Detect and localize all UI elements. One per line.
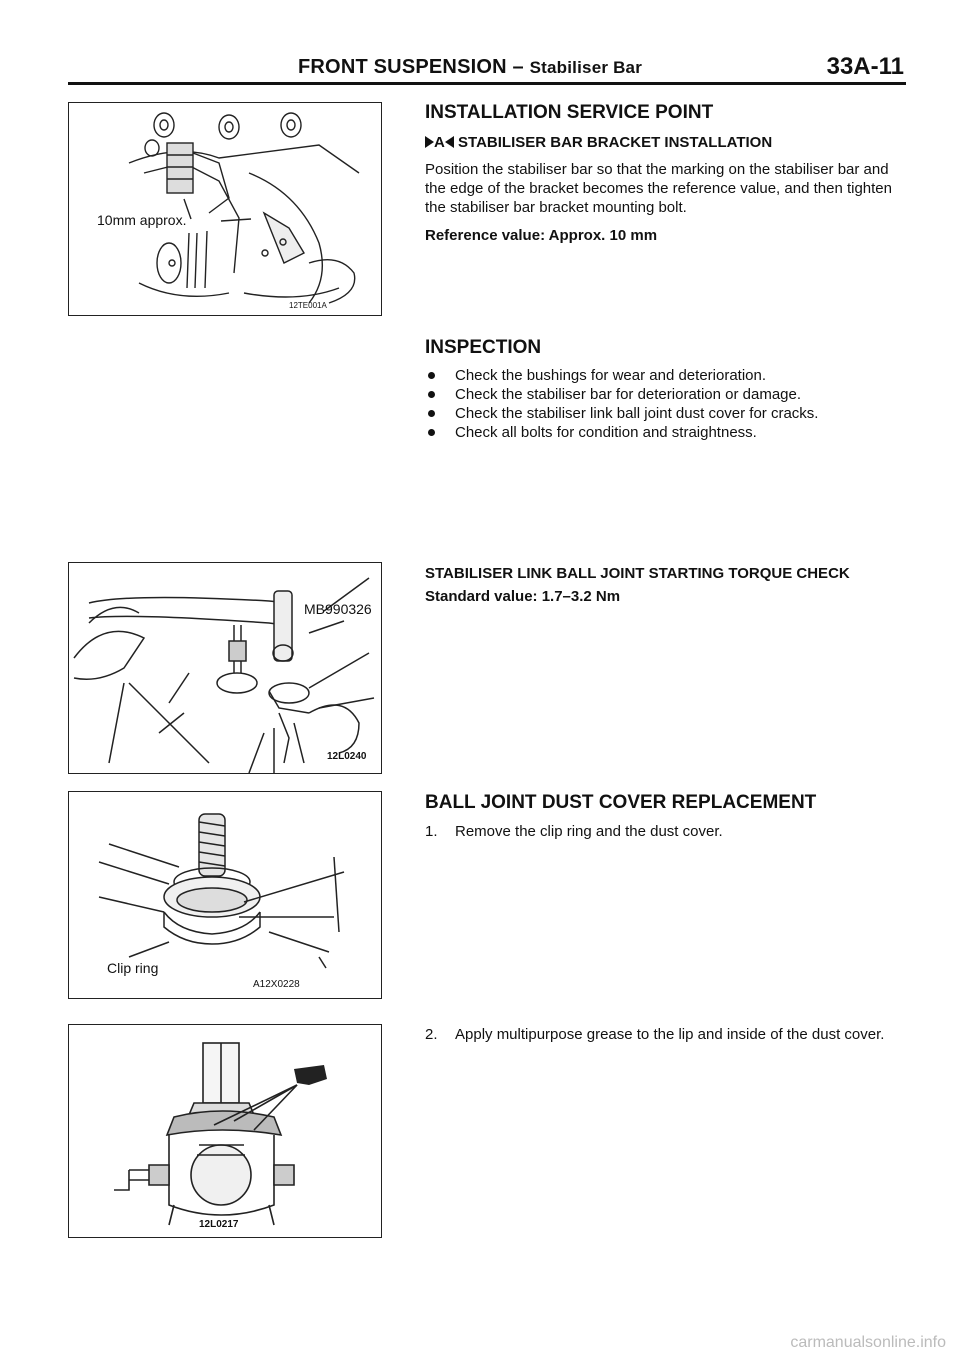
- figure-code: A12X0228: [253, 979, 300, 990]
- inspection-list: [425, 366, 910, 442]
- service-marker: A: [434, 134, 445, 151]
- figure-code: 12L0240: [327, 751, 367, 762]
- torque-standard-value: Standard value: 1.7–3.2 Nm: [425, 588, 621, 605]
- inspection-heading: INSPECTION: [425, 337, 542, 358]
- arrow-right-icon: [425, 136, 434, 148]
- list-item: Check the stabiliser link ball joint dust cover for cracks.: [425, 404, 910, 423]
- torque-tool-illustration: [69, 563, 381, 773]
- bracket-installation-heading: [425, 134, 910, 151]
- step-2: [425, 1025, 910, 1044]
- grease-step-section: [425, 1025, 910, 1044]
- figure-bracket: [68, 102, 382, 316]
- watermark: carmanualsonline.info: [790, 1334, 946, 1351]
- title-main: FRONT SUSPENSION –: [298, 56, 524, 78]
- grease-illustration: [69, 1025, 381, 1237]
- reference-value: Reference value: Approx. 10 mm: [425, 227, 658, 244]
- installation-body: Position the stabiliser bar so that the marking on the stabiliser bar and the edge of the bracket becomes the reference value, and then tighten the stabiliser bar bracket mounting bolt.: [425, 161, 892, 216]
- figure-code: 12TE001A: [289, 301, 327, 310]
- arrow-left-icon: [445, 136, 454, 148]
- figure-grease: [68, 1024, 382, 1238]
- step-1: [425, 822, 910, 841]
- step-text: Remove the clip ring and the dust cover.: [455, 823, 723, 840]
- installation-section: [425, 102, 910, 245]
- list-item: Check the stabiliser bar for deterioration or damage.: [425, 385, 910, 404]
- dust-cover-heading: BALL JOINT DUST COVER REPLACEMENT: [425, 792, 817, 813]
- installation-heading: INSTALLATION SERVICE POINT: [425, 102, 714, 123]
- list-item: Check all bolts for condition and straightness.: [425, 423, 910, 442]
- bracket-installation-title: STABILISER BAR BRACKET INSTALLATION: [458, 134, 773, 151]
- label-mb990326: MB990326: [304, 601, 372, 617]
- step-number: 1.: [425, 823, 438, 840]
- title-sub: Stabiliser Bar: [529, 58, 643, 77]
- page-number: 33A-11: [826, 53, 904, 80]
- list-item: Check the bushings for wear and deterioration.: [425, 366, 910, 385]
- dust-cover-section: [425, 792, 910, 841]
- figure-code: 12L0217: [199, 1219, 239, 1230]
- label-10mm: 10mm approx.: [97, 212, 187, 228]
- step-number: 2.: [425, 1026, 438, 1043]
- page-header: [68, 53, 906, 85]
- label-clip-ring: Clip ring: [107, 960, 159, 976]
- step-text: Apply multipurpose grease to the lip and inside of the dust cover.: [455, 1026, 885, 1043]
- torque-heading: STABILISER LINK BALL JOINT STARTING TORQUE CHECK: [425, 565, 850, 582]
- figure-torque-check: [68, 562, 382, 774]
- torque-section: [425, 565, 910, 606]
- bracket-illustration: [69, 103, 381, 315]
- inspection-section: [425, 337, 910, 442]
- page-title: [298, 56, 642, 79]
- figure-clip-ring: [68, 791, 382, 999]
